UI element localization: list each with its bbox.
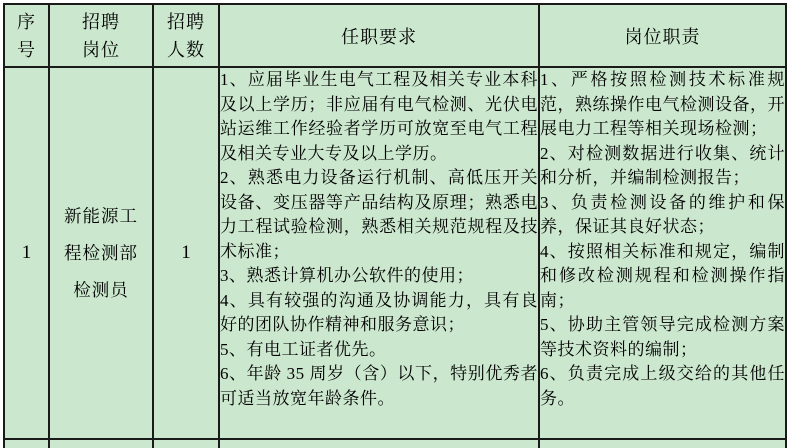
header-requirements: 任职要求 — [219, 4, 539, 67]
cell-headcount: 1 — [153, 67, 219, 439]
header-position-line-2: 岗位 — [82, 39, 120, 60]
duty-item: 1、严格按照检测技术标准规范，熟练操作电气检测设备，开展电力工程等相关现场检测； — [540, 70, 785, 138]
requirement-item: 2、熟悉电力设备运行机制、高低压开关设备、变压器等产品结构及原理；熟悉电力工程试验检测，熟悉相关规范规程及技术标准； — [220, 168, 538, 261]
requirement-item: 4、具有较强的沟通及协调能力，具有良好的团队协作精神和服务意识； — [220, 290, 538, 334]
duty-item: 2、对检测数据进行收集、统计和分析，并编制检测报告； — [540, 143, 785, 187]
header-serial-line-1: 序 — [17, 11, 36, 32]
recruitment-table — [3, 3, 787, 448]
requirement-item: 6、年龄 35 周岁（含）以下，特别优秀者可适当放宽年龄条件。 — [220, 364, 538, 408]
header-serial-line-2: 号 — [17, 39, 36, 60]
cell-empty — [4, 439, 49, 448]
cell-empty — [539, 439, 786, 448]
requirement-item: 5、有电工证者优先。 — [220, 339, 387, 359]
header-position-line-1: 招聘 — [82, 11, 120, 32]
header-serial-number — [4, 4, 49, 67]
cell-empty — [49, 439, 153, 448]
duty-item: 3、负责检测设备的维护和保养，保证其良好状态； — [540, 192, 785, 236]
duty-item: 4、按照相关标准和规定，编制和修改检测规程和检测操作指南； — [540, 241, 785, 310]
duty-item: 6、负责完成上级交给的其他任务。 — [540, 364, 785, 408]
header-position — [49, 4, 153, 67]
header-headcount — [153, 4, 219, 67]
header-duties: 岗位职责 — [539, 4, 786, 67]
cell-requirements — [219, 67, 539, 439]
table-row — [4, 67, 786, 439]
position-text: 新能源工程检测部检测员 — [64, 205, 138, 300]
cell-serial-number: 1 — [4, 67, 49, 439]
cell-duties — [539, 67, 786, 439]
header-headcount-line-2: 人数 — [167, 39, 205, 60]
requirement-item: 3、熟悉计算机办公软件的使用； — [220, 266, 474, 285]
cell-empty — [153, 439, 219, 448]
header-headcount-line-1: 招聘 — [167, 11, 205, 32]
duty-item: 5、协助主管领导完成检测方案等技术资料的编制； — [540, 315, 785, 359]
requirement-item: 1、应届毕业生电气工程及相关专业本科及以上学历；非应届有电气检测、光伏电站运维工作经验者学历可放宽至电气工程及相关专业大专及以上学历。 — [220, 70, 538, 163]
cell-empty — [219, 439, 539, 448]
table-row-partial — [4, 439, 786, 448]
table-header-row — [4, 4, 786, 67]
cell-position — [49, 67, 153, 439]
